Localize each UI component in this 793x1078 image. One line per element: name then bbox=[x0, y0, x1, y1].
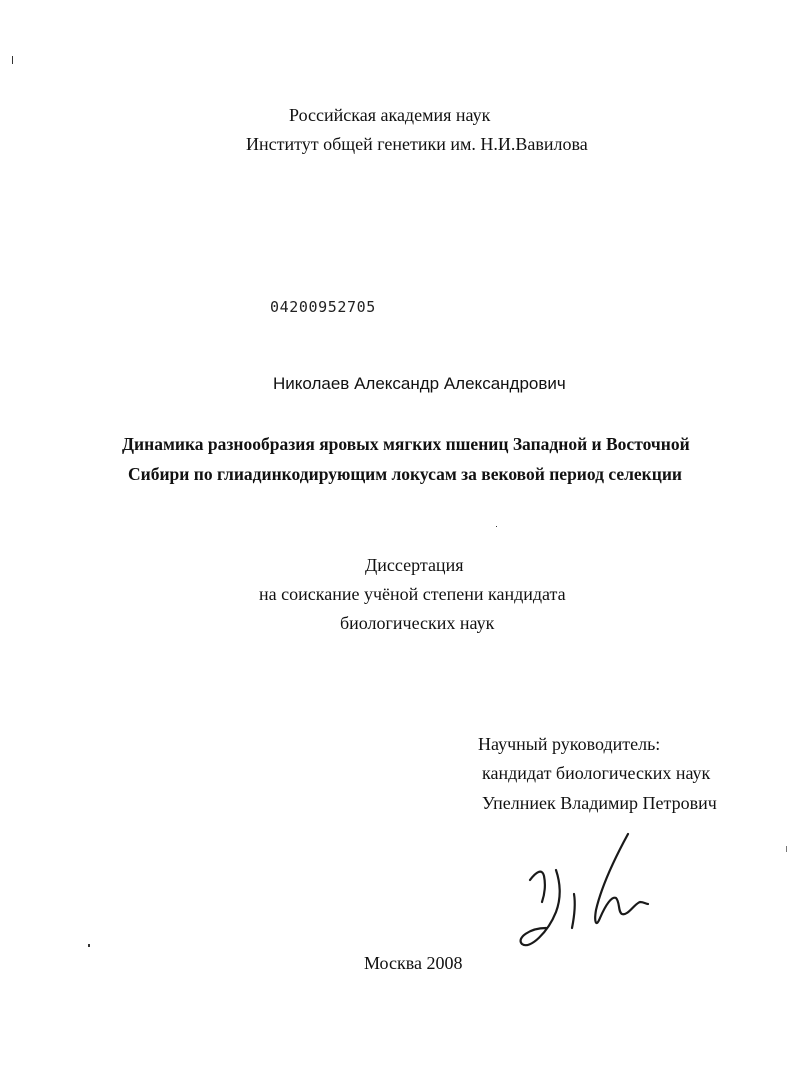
thesis-title-line-1: Динамика разнообразия яровых мягких пшениц Западной и Восточной bbox=[122, 434, 690, 454]
supervisor-signature bbox=[516, 832, 650, 956]
scan-speck bbox=[88, 944, 90, 947]
city-year: Москва 2008 bbox=[364, 953, 463, 973]
record-code: 04200952705 bbox=[270, 298, 376, 316]
supervisor-label: Научный руководитель: bbox=[478, 734, 661, 754]
organization-name: Российская академия наук bbox=[289, 105, 491, 125]
degree-field: биологических наук bbox=[340, 613, 495, 633]
document-type: Диссертация bbox=[365, 555, 464, 575]
scan-speck bbox=[786, 846, 787, 852]
thesis-title-line-2: Сибири по глиадинкодирующим локусам за вековой период селекции bbox=[128, 464, 683, 484]
supervisor-degree: кандидат биологических наук bbox=[482, 763, 711, 783]
degree-purpose: на соискание учёной степени кандидата bbox=[259, 584, 566, 604]
supervisor-name: Упелниек Владимир Петрович bbox=[482, 793, 717, 813]
scan-speck bbox=[496, 526, 497, 527]
author-name: Николаев Александр Александрович bbox=[273, 374, 566, 393]
scan-speck bbox=[12, 56, 13, 64]
institute-name: Институт общей генетики им. Н.И.Вавилова bbox=[246, 134, 588, 154]
